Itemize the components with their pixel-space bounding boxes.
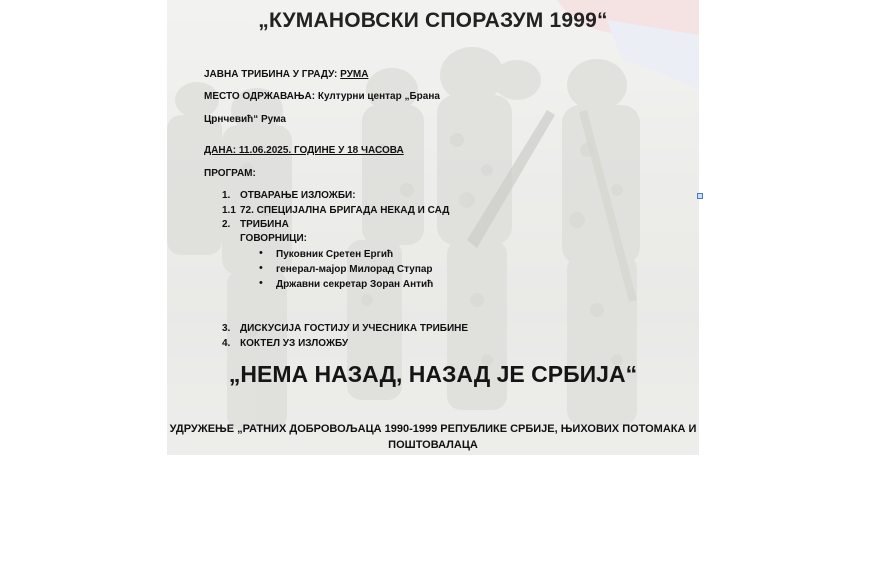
place-line (204, 91, 440, 102)
program-num: 1.1 (222, 205, 236, 216)
venue-label: ЈАВНА ТРИБИНА У ГРАДУ: (204, 69, 341, 80)
program-item: ОТВАРАЊЕ ИЗЛОЖБИ: (240, 190, 356, 201)
program-item: ТРИБИНА (240, 219, 289, 230)
resize-handle[interactable] (697, 193, 703, 199)
venue-line (204, 69, 368, 80)
program-num: 4. (222, 338, 231, 349)
slogan: „НЕМА НАЗАД, НАЗАД ЈЕ СРБИЈА“ (228, 361, 638, 387)
poster-title: „КУМАНОВСКИ СПОРАЗУМ 1999“ (258, 9, 608, 32)
speaker-item: генерал-мајор Милорад Ступар (276, 264, 433, 275)
program-num: 3. (222, 323, 231, 334)
speaker-item: Пуковник Сретен Ергић (276, 249, 394, 260)
program-label: ПРОГРАМ: (204, 168, 256, 179)
organizer-footer (167, 421, 699, 453)
place-label: МЕСТО ОДРЖАВАЊА: (204, 91, 318, 102)
bullet-icon: • (259, 277, 263, 289)
place-value: Културни центар „Брана (317, 91, 440, 102)
speaker-item: Државни секретар Зоран Антић (276, 279, 434, 290)
footer-line: УДРУЖЕЊЕ „РАТНИХ ДОБРОВОЉАЦА 1990-1999 РЕПУБЛИКЕ СРБИЈЕ, ЊИХОВИХ ПОТОМАКА И (169, 423, 697, 435)
program-item: ДИСКУСИЈА ГОСТИЈУ И УЧЕСНИКА ТРИБИНЕ (240, 323, 469, 334)
venue-city: РУМА (340, 69, 369, 80)
bullet-icon: • (259, 247, 263, 259)
program-item: КОКТЕЛ УЗ ИЗЛОЖБУ (240, 338, 349, 349)
footer-line: ПОШТОВАЛАЦА (388, 439, 478, 451)
program-num: 2. (222, 219, 231, 230)
place-line-2: Црнчевић“ Рума (204, 114, 286, 125)
speakers-label: ГОВОРНИЦИ: (240, 233, 307, 244)
event-poster (167, 0, 699, 455)
program-item: 72. СПЕЦИЈАЛНА БРИГАДА НЕКАД И САД (240, 205, 450, 216)
program-num: 1. (222, 190, 231, 201)
date-text: ДАНА: 11.06.2025. ГОДИНЕ У 18 ЧАСОВА (204, 145, 404, 156)
bullet-icon: • (259, 262, 263, 274)
date-line (204, 145, 404, 156)
